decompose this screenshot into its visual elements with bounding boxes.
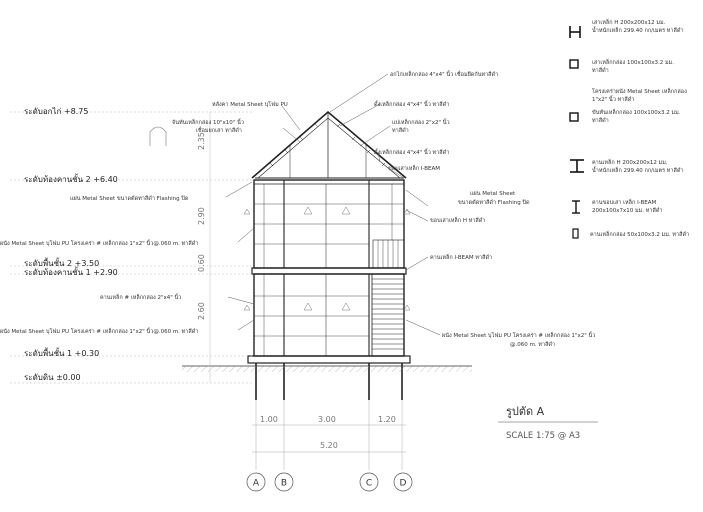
level-ridge: ระดับอกไก่ +8.75 (24, 107, 89, 116)
vdim-2: 2.90 (197, 207, 206, 225)
legend-1-line2: น้ำหนักเหล็ก 299.40 กก/เมตร ทาสีดำ (592, 28, 684, 34)
dim-total: 5.20 (320, 441, 338, 450)
dim-right: 1.20 (378, 415, 396, 424)
legend-5-line1: คานขอบเสา เหล็ก I-BEAM (592, 200, 657, 206)
level-second-floor: ระดับพื้นชั้น 2 +3.50 (24, 259, 100, 268)
note-ibeam-roof: ขอบเสาเหล็ก I-BEAM (388, 166, 441, 172)
note-lath-1: แปเหล็กกล่อง 2"x2" นิ้ว (392, 120, 450, 126)
h-column-icon (570, 26, 580, 38)
legend-5-line2: 200x100x7x10 มม. ทาสีดำ (592, 208, 663, 214)
h-beam-icon (570, 160, 584, 172)
note-flashing-2: ขนาดตัดทาสีดำ Flashing ปิด (458, 200, 530, 206)
note-wall-upper: ผนัง Metal Sheet บุโฟม PU โครงเคร่า # เหล็กกล่อง 1"x2" นิ้ว@.060 m. ทาสีดำ (0, 241, 199, 247)
legend-3-line1: โครงเคร่าผนัง Metal Sheet เหล็กกล่อง (592, 89, 687, 95)
vdim-3: 0.60 (197, 254, 206, 272)
note-flashing-left: แผ่น Metal Sheet ขนาดตัดทาสีดำ Flashing ปิด (70, 196, 189, 202)
small-box-icon (573, 229, 578, 238)
lower-floor-frame (254, 274, 404, 356)
legend-3-line3: ขันทันเหล็กกล่อง 100x100x3.2 มม. (592, 110, 681, 116)
note-hbeam: ขอบเสาเหล็ก H ทาสีดำ (430, 218, 486, 224)
panel-markers (244, 207, 410, 310)
grid-bubbles (247, 473, 412, 491)
note-purlin: อกไก่เหล็กกล่อง 4"x4" นิ้ว เชื่อมยึดกันทาสีดำ (390, 72, 499, 78)
arch-symbol (150, 127, 166, 146)
level-first-beam: ระดับท้องคานชั้น 1 +2.90 (24, 268, 118, 277)
horizontal-dimensions (252, 400, 406, 470)
legend-2-line1: เสาเหล็กกล่อง 100x100x3.2 มม. (592, 60, 674, 66)
grid-label-a: A (252, 478, 260, 489)
note-rafter: ดั้งเหล็กกล่อง 4"x4" นิ้ว ทาสีดำ (374, 102, 450, 108)
note-strut: คานเหล็ก # เหล็กกล่อง 2"x4" นิ้ว (100, 295, 182, 301)
drawing-title: รูปตัด A (506, 405, 545, 418)
upper-floor-frame (254, 180, 404, 268)
legend-3-line2: 1"x2" นิ้ว ทาสีดำ (592, 97, 635, 103)
grid-label-c: C (365, 478, 373, 489)
legend-1-line1: เสาเหล็ก H 200x200x12 มม. (592, 20, 666, 26)
dim-left: 1.00 (260, 415, 278, 424)
box-frame-icon (570, 113, 578, 121)
note-wall-right-2: @.060 m. ทาสีดำ (510, 342, 556, 348)
vdim-4: 2.60 (197, 302, 206, 320)
legend-2-line2: ทาสีดำ (592, 68, 609, 74)
note-batten-1: จันทันเหล็กกล่อง 10"x10" นิ้ว (172, 120, 244, 126)
level-first-floor: ระดับพื้นชั้น 1 +0.30 (24, 349, 100, 358)
level-ground: ระดับดิน ±0.00 (24, 373, 81, 382)
note-wall-right-1: ผนัง Metal Sheet บุโฟม PU โครงเคร่า # เหล็กกล่อง 1"x2" นิ้ว (442, 333, 596, 339)
staircase (372, 274, 404, 356)
i-beam-icon (572, 201, 580, 213)
note-batten-2: เชื่อมยกเสา ทาสีดำ (196, 128, 242, 134)
note-ibeam-mid: คานเหล็ก I-BEAM ทาสีดำ (430, 255, 493, 261)
mid-floor-beam (252, 268, 406, 274)
note-roof-sheet: หลังคา Metal Sheet บุโฟม PU (212, 102, 288, 108)
note-flashing-1: แผ่น Metal Sheet (470, 191, 516, 197)
legend-4-line2: น้ำหนักเหล็ก 299.40 กก/เมตร ทาสีดำ (592, 168, 684, 174)
dim-middle: 3.00 (318, 415, 336, 424)
level-second-beam: ระดับท้องคานชั้น 2 +6.40 (24, 175, 118, 184)
grid-label-d: D (399, 478, 407, 489)
annotations (0, 70, 595, 348)
vdim-1: 2.35 (197, 132, 206, 150)
note-wall-lower: ผนัง Metal Sheet บุโฟม PU โครงเคร่า # เหล็กกล่อง 1"x2" นิ้ว@.060 m. ทาสีดำ (0, 329, 199, 335)
box-column-icon (570, 60, 578, 68)
legend-4-line1: คานเหล็ก H 200x200x12 มม. (592, 160, 668, 166)
title-block (498, 405, 598, 441)
legend-6-line1: คานเหล็กกล่อง 50x100x3.2 มม. ทาสีดำ (590, 232, 690, 238)
legend-3-line4: ทาสีดำ (592, 118, 609, 124)
ground-line (182, 366, 472, 372)
note-post: ดั้งเหล็กกล่อง 4"x4" นิ้ว ทาสีดำ (374, 150, 450, 156)
roof (252, 112, 406, 178)
note-lath-2: ทาสีดำ (392, 128, 409, 134)
legend (570, 18, 689, 238)
foundation (248, 356, 410, 400)
drawing-scale: SCALE 1:75 @ A3 (506, 431, 581, 441)
grid-label-b: B (280, 478, 288, 489)
